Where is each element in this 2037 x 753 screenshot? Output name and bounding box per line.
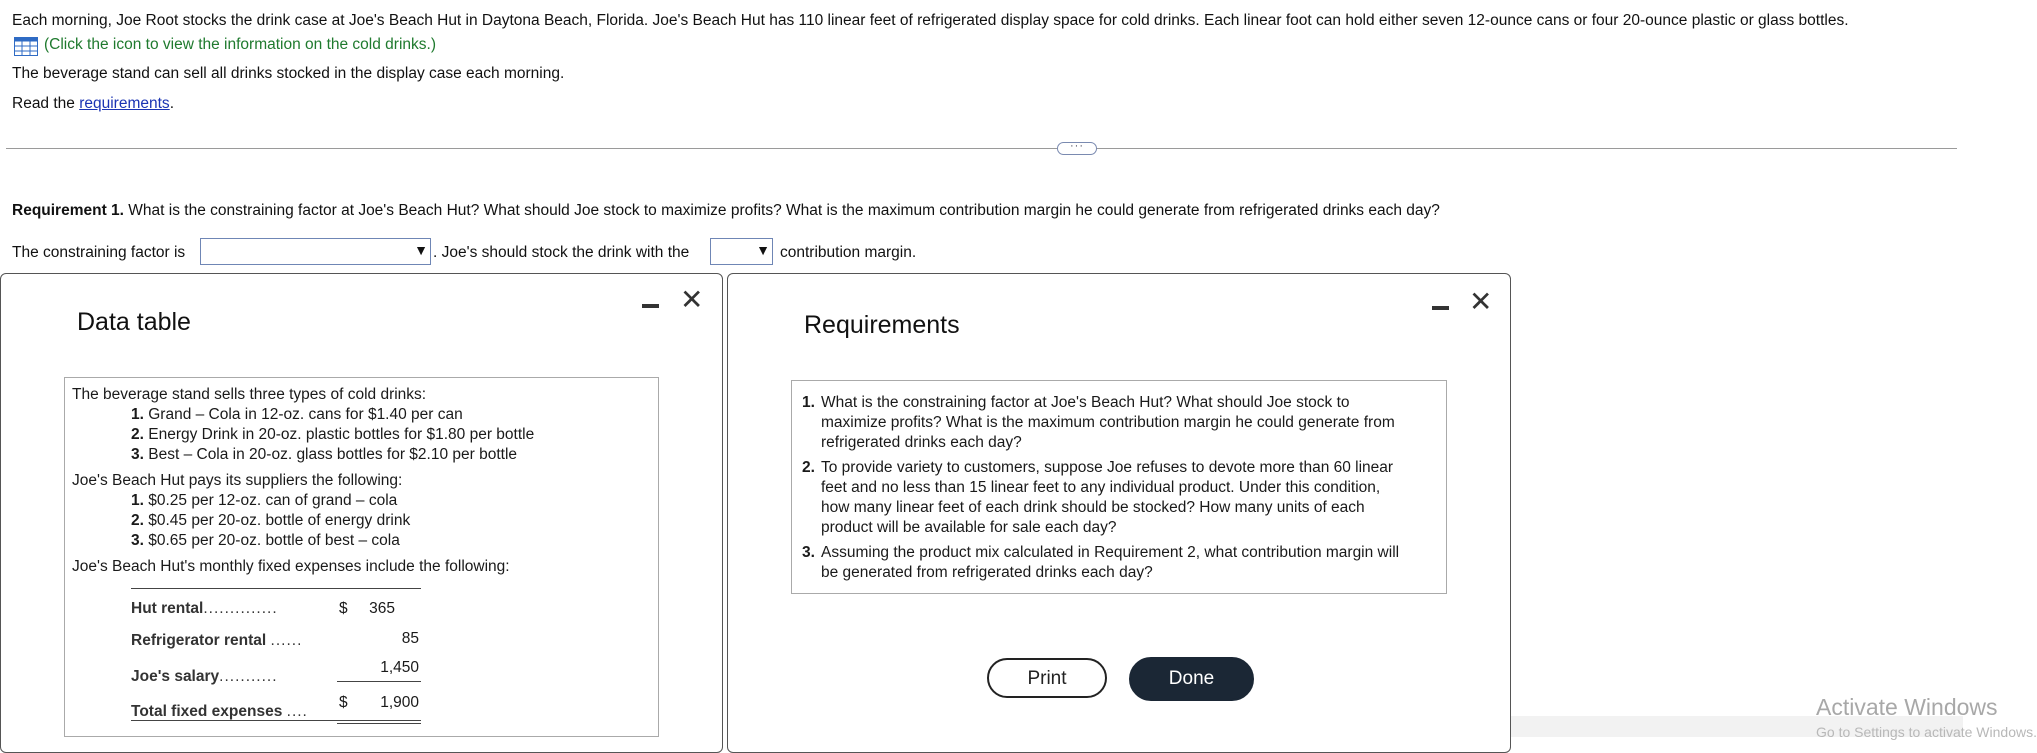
requirements-dialog (727, 273, 1511, 753)
minimize-icon[interactable] (642, 304, 659, 308)
requirements-link[interactable]: requirements (79, 95, 170, 112)
drink-item-3: 3. Best – Cola in 20-oz. glass bottles for $2.10 per bottle (131, 446, 518, 463)
minimize-icon[interactable] (1432, 306, 1449, 310)
data-table-title: Data table (77, 308, 191, 336)
total-currency: $ (339, 694, 348, 711)
requirements-list: 1. What is the constraining factor at Joe's Beach Hut? What should Joe stock to maximize profits? What is the maximum contribution margin he could generate from refrigerated drinks each day? 2. To provide variety to customers, suppose Joe refuses to devote more than 60 linear feet and no less than 15 linear feet to any individual product. Under this condition, how many linear feet of each drink should be stocked? How many units of each product will be available for sale each day? 3. Assuming the product mix calculated in Requirement 2, what contribution margin will be generated from refrigerated drinks each day? (791, 380, 1447, 594)
contribution-margin-select[interactable] (710, 238, 773, 265)
activate-windows-subtext: Go to Settings to activate Windows. (1816, 724, 2037, 740)
fixed-currency: $ (339, 600, 348, 617)
suppliers-intro: Joe's Beach Hut pays its suppliers the following: (72, 472, 403, 489)
data-table-content (64, 377, 659, 737)
data-table-icon[interactable] (14, 37, 38, 56)
divider-expand-handle[interactable]: ··· (1057, 142, 1097, 155)
close-icon[interactable]: ✕ (680, 284, 704, 315)
fixed-row-refrigerator-rental: Refrigerator rental ...... (131, 632, 303, 649)
requirement-1-label: Requirement 1. (12, 202, 124, 219)
total-double-rule-2 (337, 723, 421, 724)
fixed-value: 1,450 (380, 659, 419, 676)
activate-windows-watermark: Activate Windows (1816, 694, 1998, 720)
fixed-row-total: Total fixed expenses .... (131, 703, 308, 720)
done-button[interactable]: Done (1129, 657, 1254, 701)
constraining-factor-select[interactable] (200, 238, 431, 265)
dropdown-arrow-icon: ▼ (756, 242, 770, 258)
subtotal-rule (337, 681, 421, 682)
fixed-expenses-intro: Joe's Beach Hut's monthly fixed expenses include the following: (72, 558, 510, 575)
fixed-value: 85 (401, 630, 419, 647)
supplier-item-3: 3. $0.65 per 20-oz. bottle of best – cola (131, 532, 400, 549)
stock-drink-text: . Joe's should stock the drink with the (433, 244, 690, 261)
requirement-1-text: What is the constraining factor at Joe's Beach Hut? What should Joe stock to maximize profits? What is the maximum contribution margin he could generate from refrigerated drinks each day? (123, 202, 1440, 219)
total-value: 1,900 (380, 694, 419, 711)
drinks-intro: The beverage stand sells three types of cold drinks: (72, 386, 427, 403)
fixed-value: 365 (369, 600, 395, 617)
supplier-item-1: 1. $0.25 per 12-oz. can of grand – cola (131, 492, 398, 509)
total-double-rule-1 (131, 720, 421, 721)
constraining-factor-prefix: The constraining factor is (12, 244, 186, 261)
requirement-1-question (12, 202, 1440, 220)
read-suffix: . (169, 95, 174, 112)
requirements-title: Requirements (804, 311, 960, 339)
table-top-rule (131, 588, 421, 589)
intro-line-2: The beverage stand can sell all drinks stocked in the display case each morning. (12, 65, 565, 82)
data-table-icon-link[interactable]: (Click the icon to view the information on the cold drinks.) (44, 36, 436, 53)
data-table-dialog (0, 273, 723, 753)
fixed-row-joes-salary: Joe's salary........... (131, 668, 278, 685)
print-button[interactable]: Print (987, 658, 1107, 698)
fixed-row-hut-rental: Hut rental.............. (131, 600, 278, 617)
drink-item-1: 1. Grand – Cola in 12-oz. cans for $1.40 per can (131, 406, 463, 423)
supplier-item-2: 2. $0.45 per 20-oz. bottle of energy drink (131, 512, 411, 529)
dropdown-arrow-icon: ▼ (414, 242, 428, 258)
read-requirements-line (12, 95, 174, 113)
intro-line-1: Each morning, Joe Root stocks the drink case at Joe's Beach Hut in Daytona Beach, Florida. Joe's Beach Hut has 110 linear feet of refrigerated display space for cold drinks. Each linear foot can hold either seven 12-ounce cans or four 20-ounce plastic or glass bottles. (12, 12, 1849, 29)
section-divider (6, 148, 1957, 149)
drink-item-2: 2. Energy Drink in 20-oz. plastic bottles for $1.80 per bottle (131, 426, 535, 443)
read-prefix: Read the (12, 95, 80, 112)
contribution-margin-suffix: contribution margin. (780, 244, 917, 261)
close-icon[interactable]: ✕ (1469, 286, 1493, 317)
